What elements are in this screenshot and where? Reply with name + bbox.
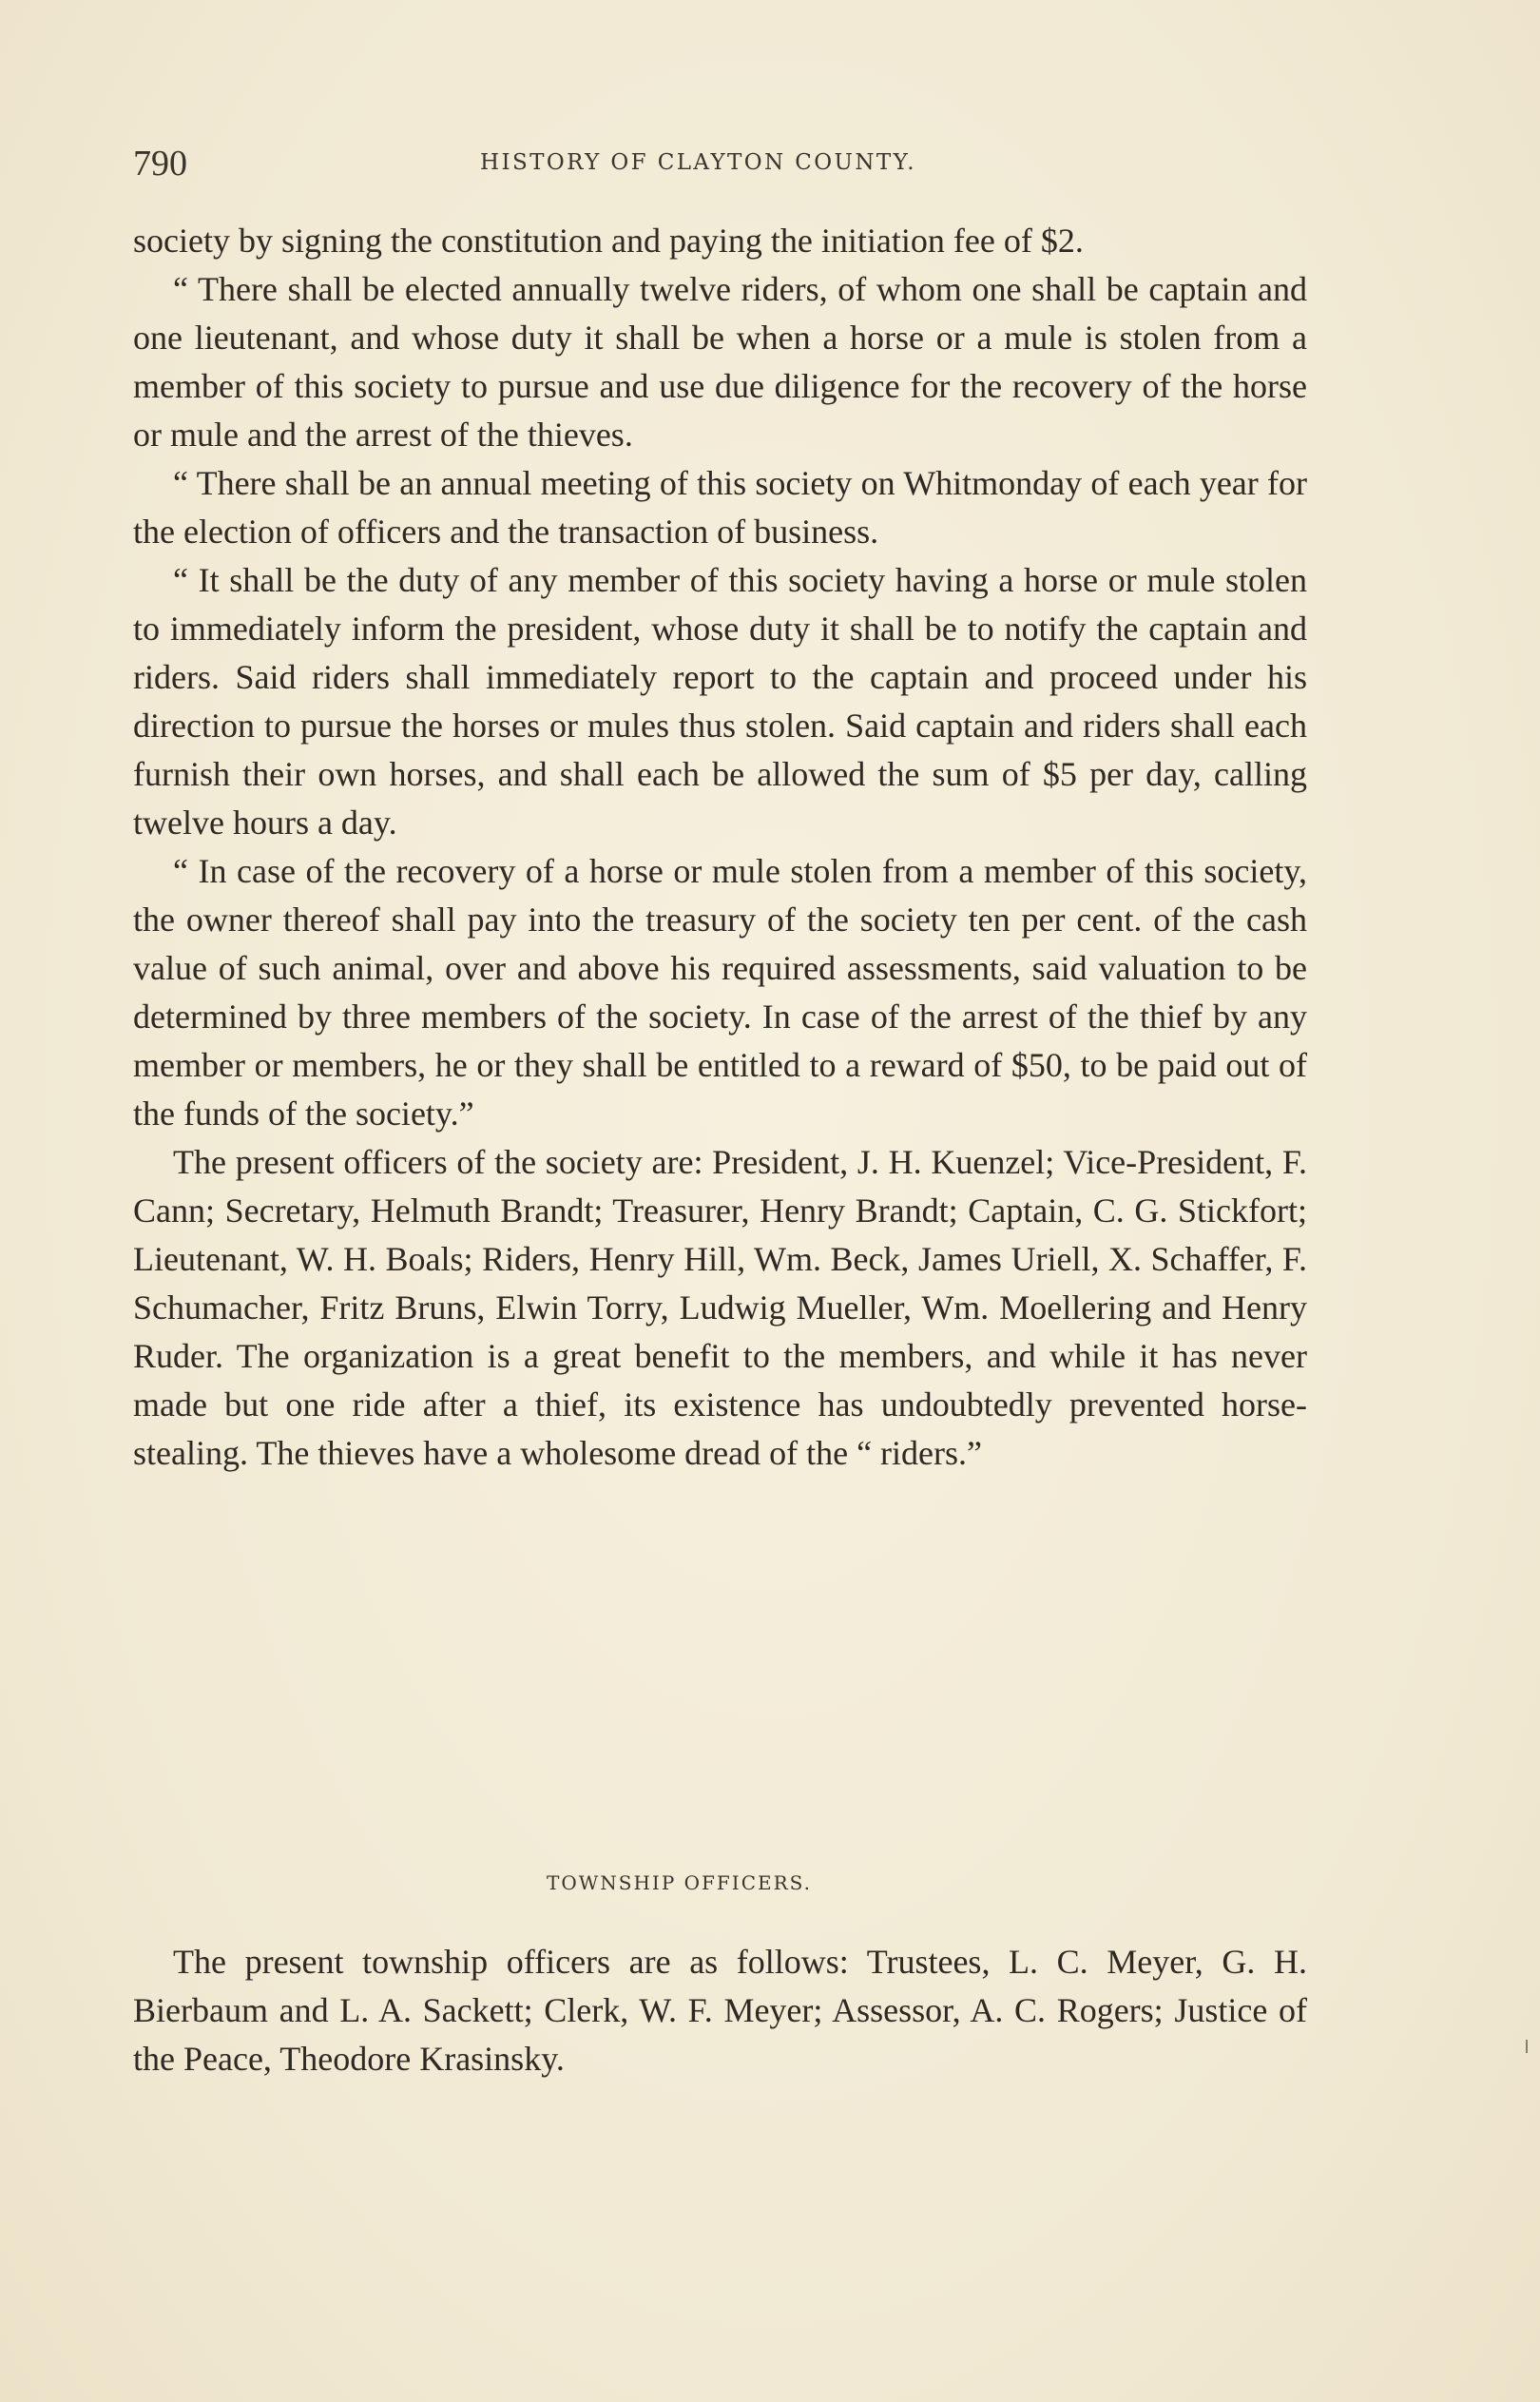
paragraph-recovery: “ In case of the recovery of a horse or mule stolen from a member of this society, the owner thereof shall pay into the treasury of the society ten per cent. of the cash value of such animal, over and above his required assessments, said valuation to be determined by three members of the society. In case of the arrest of the thief by any member or members, he or they shall be entitled to a reward of $50, to be paid out of the funds of the society.” (133, 852, 1307, 1133)
running-head: HISTORY OF CLAYTON COUNTY. (480, 150, 916, 175)
township-officers-text (133, 1938, 1307, 2083)
paragraph-annual-meeting: “ There shall be an annual meeting of this society on Whitmonday of each year for the election of officers and the transaction of business. (133, 464, 1307, 551)
paragraph-officers: The present officers of the society are: President, J. H. Kuenzel; Vice-President, F. Cann; Secretary, Helmuth Brandt; Treasurer, Henry Brandt; Captain, C. G. Stickfort; Lieutenant, W. H. Boals; Riders, Henry Hill, Wm. Beck, James Uriell, X. Schaffer, F. Schumacher, Fritz Bruns, Elwin Torry, Ludwig Mueller, Wm. Moellering and Henry Ruder. The organization is a great benefit to the members, and while it has never made but one ride after a thief, its existence has undoubtedly prevented horse-stealing. The thieves have a wholesome dread of the “ riders.” (133, 1143, 1307, 1472)
paragraph-continuation: society by signing the constitution and paying the initiation fee of $2. (133, 222, 1084, 260)
margin-mark (1526, 2040, 1528, 2053)
page-header (133, 143, 1312, 184)
paragraph-duty: “ It shall be the duty of any member of this society having a horse or mule stolen to immediately inform the president, whose duty it shall be to notify the captain and riders. Said riders shall immediately report to the captain and proceed under his direction to pursue the horses or mules thus stolen. Said captain and riders shall each furnish their own horses, and shall each be allowed the sum of $5 per day, calling twelve hours a day. (133, 561, 1307, 842)
paragraph-township-officers: The present township officers are as follows: Trustees, L. C. Meyer, G. H. Bierbaum and L. A. Sackett; Clerk, W. F. Meyer; Assessor, A. C. Rogers; Justice of the Peace, Theodore Krasinsky. (133, 1943, 1307, 2078)
page-number: 790 (133, 144, 187, 184)
paragraph-riders: “ There shall be elected annually twelve riders, of whom one shall be captain and one lieutenant, and whose duty it shall be when a horse or a mule is stolen from a member of this society to pursue and use due diligence for the recovery of the horse or mule and the arrest of the thieves. (133, 270, 1307, 454)
section-heading: TOWNSHIP OFFICERS. (547, 1871, 813, 1894)
main-text (133, 217, 1307, 1478)
